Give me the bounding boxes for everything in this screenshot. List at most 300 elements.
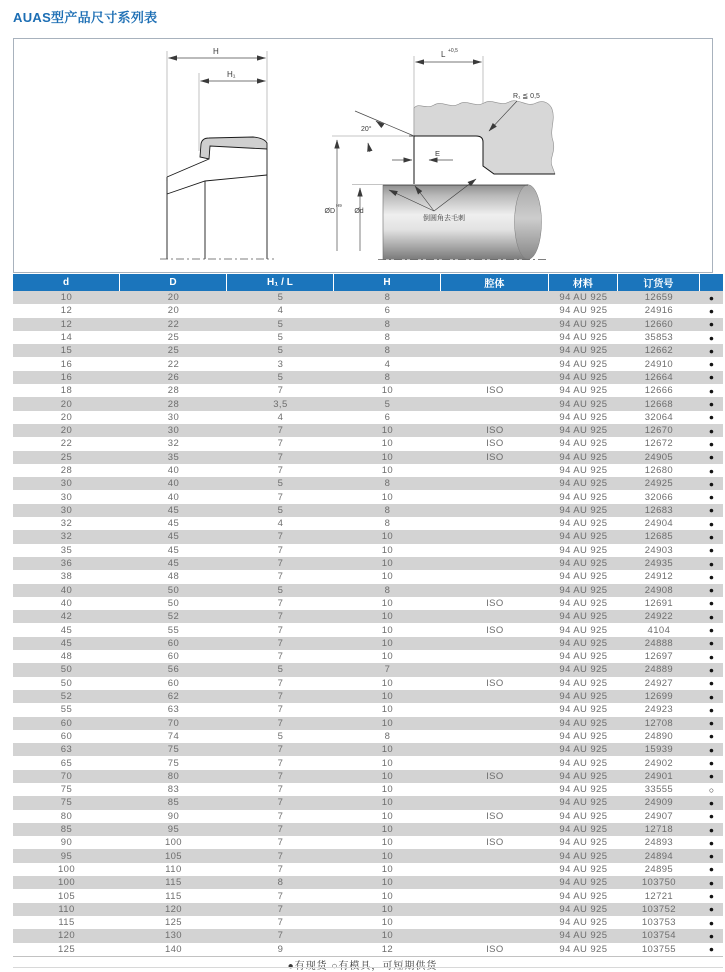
cell-availability: ● <box>708 359 714 370</box>
header-cell-h: H <box>334 274 441 291</box>
table-row <box>13 344 723 357</box>
cell-material: 94 AU 925 <box>559 930 608 942</box>
table-row <box>13 411 723 424</box>
cell-D: 60 <box>167 651 180 663</box>
cell-h: 10 <box>381 704 394 716</box>
cell-material: 94 AU 925 <box>559 611 608 623</box>
cell-cavity <box>441 703 549 716</box>
cell-availability: ● <box>708 505 714 516</box>
cell-cavity <box>441 916 549 929</box>
table-row <box>13 810 723 823</box>
cell-d: 70 <box>60 770 73 782</box>
cell-d: 95 <box>60 850 73 862</box>
table-row <box>13 597 723 610</box>
header-cell-order-no: 订货号 <box>618 274 700 291</box>
cell-D: 56 <box>167 664 180 676</box>
cell-h: 10 <box>381 571 394 583</box>
table-body <box>13 291 723 957</box>
cell-h1-l: 5 <box>277 292 284 304</box>
dim-l-label: L <box>441 50 446 59</box>
cell-d: 20 <box>60 411 73 423</box>
cell-material: 94 AU 925 <box>559 465 608 476</box>
cell-D: 48 <box>167 571 180 583</box>
cell-h: 10 <box>381 890 394 902</box>
cell-availability: ● <box>708 664 714 675</box>
cell-cavity <box>441 477 549 490</box>
cell-h: 10 <box>381 850 394 862</box>
cell-availability: ● <box>708 891 714 901</box>
cell-material: 94 AU 925 <box>559 624 608 636</box>
cell-availability: ● <box>708 399 714 410</box>
cell-availability: ● <box>708 904 714 915</box>
table-row <box>13 823 723 836</box>
cell-cavity: ISO <box>486 837 504 849</box>
cell-availability: ● <box>708 718 714 729</box>
cell-h1-l: 7 <box>277 691 284 703</box>
cell-D: 110 <box>165 863 182 875</box>
cell-availability: ● <box>708 465 714 476</box>
cell-d: 40 <box>60 597 73 609</box>
cell-availability: ● <box>708 917 714 928</box>
cell-material: 94 AU 925 <box>559 504 608 516</box>
table-row <box>13 331 723 344</box>
cell-availability: ● <box>708 731 714 742</box>
cell-h: 10 <box>381 544 394 556</box>
cell-order-no: 12721 <box>644 890 674 902</box>
cell-material: 94 AU 925 <box>559 664 608 676</box>
cell-d: 14 <box>60 332 73 344</box>
cell-D: 40 <box>167 465 180 476</box>
cell-material: 94 AU 925 <box>559 863 608 875</box>
cell-h: 10 <box>381 624 394 636</box>
cell-order-no: 24894 <box>644 850 674 862</box>
cell-h1-l: 7 <box>277 930 284 942</box>
cell-order-no: 24922 <box>644 611 674 623</box>
cell-availability: ● <box>708 558 714 569</box>
table-row <box>13 517 723 530</box>
cell-material: 94 AU 925 <box>559 544 608 556</box>
cell-D: 140 <box>164 943 182 955</box>
table-row <box>13 304 723 317</box>
bore-dia-label: ØD <box>324 208 335 215</box>
cell-cavity <box>441 756 549 769</box>
table-row <box>13 916 723 929</box>
cell-availability: ● <box>708 824 714 835</box>
cell-D: 62 <box>167 691 180 703</box>
cell-order-no: 24912 <box>644 571 674 583</box>
cell-cavity <box>441 570 549 583</box>
cell-h: 10 <box>381 491 394 503</box>
cell-h1-l: 7 <box>277 597 284 609</box>
cell-D: 105 <box>164 850 182 862</box>
cell-order-no: 32064 <box>644 411 674 423</box>
cell-D: 52 <box>167 611 180 623</box>
cell-h: 10 <box>381 797 394 809</box>
cell-availability: ● <box>708 585 714 596</box>
cell-D: 30 <box>167 425 180 437</box>
cell-cavity <box>441 650 549 663</box>
cell-h1-l: 7 <box>277 824 284 836</box>
cell-order-no: 24925 <box>644 478 674 490</box>
cell-h1-l: 7 <box>277 784 284 796</box>
cell-availability: ● <box>708 864 714 875</box>
cell-cavity <box>441 557 549 570</box>
cell-material: 94 AU 925 <box>559 691 608 703</box>
cell-D: 83 <box>167 784 180 796</box>
cell-d: 18 <box>60 385 73 397</box>
cell-d: 32 <box>60 531 73 543</box>
cell-order-no: 15939 <box>644 744 674 756</box>
cell-D: 80 <box>167 770 180 782</box>
cell-h: 10 <box>381 717 394 729</box>
cell-cavity <box>441 517 549 530</box>
table-row <box>13 610 723 623</box>
cell-order-no: 12697 <box>644 651 674 663</box>
cell-material: 94 AU 925 <box>559 730 608 742</box>
cell-availability: ● <box>708 797 714 808</box>
cell-order-no: 24890 <box>644 730 674 742</box>
dimension-table <box>13 274 723 957</box>
cell-order-no: 103754 <box>641 930 676 942</box>
cell-cavity <box>441 371 549 384</box>
cell-h1-l: 7 <box>277 757 284 769</box>
installation-figure <box>325 48 556 260</box>
cell-h: 10 <box>381 770 394 782</box>
cell-order-no: 103752 <box>641 903 676 915</box>
table-row <box>13 291 723 304</box>
cell-D: 85 <box>167 797 180 809</box>
cell-D: 95 <box>167 824 180 836</box>
cell-availability: ● <box>708 545 714 556</box>
cell-h: 10 <box>381 863 394 875</box>
cell-material: 94 AU 925 <box>559 558 608 570</box>
cell-cavity <box>441 783 549 796</box>
cell-availability: ● <box>708 651 714 662</box>
table-row <box>13 903 723 916</box>
housing-shape <box>414 101 555 174</box>
cell-availability: ● <box>708 571 714 582</box>
cell-cavity: ISO <box>486 438 504 450</box>
cell-h1-l: 7 <box>277 571 284 583</box>
cell-h: 8 <box>384 584 391 596</box>
cell-availability: ● <box>708 385 714 396</box>
table-row <box>13 943 723 956</box>
cell-d: 15 <box>60 345 73 357</box>
cell-D: 50 <box>167 597 180 609</box>
cell-D: 40 <box>167 478 180 490</box>
cell-material: 94 AU 925 <box>559 837 608 849</box>
cell-material: 94 AU 925 <box>559 332 608 344</box>
cell-availability: ● <box>708 811 714 822</box>
cell-D: 74 <box>167 730 180 742</box>
cell-availability: ● <box>708 372 714 383</box>
chamfer-note-label: 倒圆角去毛刺 <box>423 215 465 222</box>
cell-material: 94 AU 925 <box>559 597 608 609</box>
cell-availability: ● <box>708 758 714 769</box>
cell-cavity <box>441 876 549 889</box>
header-cell-D: D <box>120 274 227 291</box>
cell-D: 115 <box>165 877 182 889</box>
table-row <box>13 876 723 889</box>
cell-h: 10 <box>381 744 394 756</box>
cell-h: 10 <box>381 824 394 836</box>
cell-h: 8 <box>384 730 391 742</box>
cell-material: 94 AU 925 <box>559 318 608 330</box>
cell-order-no: 12670 <box>644 425 674 437</box>
cell-availability: ○ <box>708 784 714 795</box>
cell-d: 65 <box>60 757 73 769</box>
table-row <box>13 357 723 370</box>
cell-h1-l: 7 <box>277 704 284 716</box>
cell-d: 20 <box>60 398 73 410</box>
rod-dia-label: Ød <box>354 208 364 215</box>
cell-D: 75 <box>167 744 180 756</box>
cell-D: 20 <box>167 305 180 317</box>
table-row <box>13 836 723 849</box>
cell-D: 90 <box>167 810 180 822</box>
cell-h1-l: 7 <box>277 558 284 570</box>
cell-cavity <box>441 849 549 862</box>
cell-material: 94 AU 925 <box>559 770 608 782</box>
cell-availability: ● <box>708 531 714 542</box>
cell-material: 94 AU 925 <box>559 943 608 955</box>
cell-order-no: 12666 <box>644 385 674 397</box>
dim-e-label: E <box>435 149 441 158</box>
cell-h1-l: 5 <box>277 318 284 330</box>
cell-h: 10 <box>381 837 394 849</box>
table-row <box>13 437 723 450</box>
cell-material: 94 AU 925 <box>559 651 608 663</box>
cell-material: 94 AU 925 <box>559 677 608 689</box>
table-row <box>13 690 723 703</box>
cell-h1-l: 7 <box>277 770 284 782</box>
cell-cavity <box>441 504 549 517</box>
cell-D: 45 <box>167 531 180 543</box>
cell-cavity: ISO <box>486 810 504 822</box>
cell-d: 12 <box>60 305 73 317</box>
cell-d: 80 <box>60 810 73 822</box>
cell-order-no: 12659 <box>644 292 674 304</box>
cell-h: 7 <box>384 664 391 676</box>
cell-order-no: 24888 <box>644 637 674 649</box>
cell-D: 28 <box>167 398 180 410</box>
cell-d: 85 <box>60 824 73 836</box>
cell-h: 10 <box>381 677 394 689</box>
cell-order-no: 12660 <box>644 318 674 330</box>
cell-order-no: 33555 <box>644 784 674 796</box>
cell-h1-l: 3,5 <box>273 398 288 410</box>
cell-h1-l: 5 <box>277 478 284 490</box>
cell-availability: ● <box>708 518 714 529</box>
cell-availability: ● <box>708 478 714 489</box>
cell-h: 5 <box>384 398 391 410</box>
cell-order-no: 24916 <box>644 305 674 317</box>
cell-material: 94 AU 925 <box>559 451 608 463</box>
cell-order-no: 24902 <box>644 757 674 769</box>
cell-order-no: 12718 <box>644 824 674 836</box>
cell-D: 26 <box>167 371 180 383</box>
cell-h: 10 <box>381 877 394 889</box>
cell-h1-l: 7 <box>277 611 284 623</box>
cell-h1-l: 3 <box>277 358 284 370</box>
table-row <box>13 530 723 543</box>
cell-order-no: 24901 <box>644 770 674 782</box>
cell-cavity <box>441 530 549 543</box>
cell-availability: ● <box>708 744 714 755</box>
cell-D: 20 <box>167 292 180 304</box>
cell-order-no: 103750 <box>641 877 676 889</box>
cell-h1-l: 5 <box>277 332 284 344</box>
cell-h1-l: 7 <box>277 744 284 756</box>
cell-D: 40 <box>167 491 180 503</box>
cell-availability: ● <box>708 438 714 449</box>
cell-material: 94 AU 925 <box>559 757 608 769</box>
cell-material: 94 AU 925 <box>559 903 608 915</box>
cell-D: 115 <box>165 890 182 902</box>
cell-cavity <box>441 544 549 557</box>
cell-material: 94 AU 925 <box>559 371 608 383</box>
cell-h: 10 <box>381 531 394 543</box>
cell-cavity <box>441 397 549 410</box>
table-row <box>13 717 723 730</box>
cell-material: 94 AU 925 <box>559 850 608 862</box>
cell-material: 94 AU 925 <box>559 425 608 437</box>
cell-h: 8 <box>384 332 391 344</box>
cell-h: 10 <box>381 611 394 623</box>
cell-d: 75 <box>60 784 73 796</box>
cell-availability: ● <box>708 345 714 356</box>
cell-h1-l: 7 <box>277 917 284 929</box>
header-cell-d: d <box>13 274 120 291</box>
cell-D: 25 <box>167 345 180 357</box>
cell-d: 52 <box>60 691 73 703</box>
cell-d: 45 <box>60 637 73 649</box>
cell-order-no: 24909 <box>644 797 674 809</box>
cell-material: 94 AU 925 <box>559 358 608 370</box>
cell-material: 94 AU 925 <box>559 438 608 450</box>
cell-d: 30 <box>60 478 73 490</box>
cell-d: 125 <box>57 943 76 955</box>
cell-h: 8 <box>384 371 391 383</box>
page-bottom-rule <box>13 967 723 968</box>
cell-material: 94 AU 925 <box>559 717 608 729</box>
cell-cavity <box>441 663 549 676</box>
cell-d: 42 <box>60 611 73 623</box>
rod-end-cap <box>515 185 542 260</box>
cell-d: 40 <box>60 584 73 596</box>
cell-material: 94 AU 925 <box>559 518 608 530</box>
cell-order-no: 12691 <box>644 597 674 609</box>
cell-d: 30 <box>60 504 73 516</box>
cell-d: 30 <box>60 491 73 503</box>
cell-availability: ● <box>708 598 714 609</box>
technical-drawing <box>14 39 712 272</box>
bore-tolerance-label: H9 <box>336 203 342 208</box>
cell-availability: ● <box>708 452 714 463</box>
table-row <box>13 650 723 663</box>
cell-order-no: 24904 <box>644 518 674 530</box>
cell-h: 10 <box>381 558 394 570</box>
table-row <box>13 783 723 796</box>
cell-h1-l: 5 <box>277 730 284 742</box>
cell-d: 48 <box>60 651 73 663</box>
table-row <box>13 849 723 862</box>
table-row <box>13 371 723 384</box>
cell-order-no: 24907 <box>644 810 674 822</box>
cell-cavity: ISO <box>486 943 504 955</box>
table-row <box>13 544 723 557</box>
cell-cavity <box>441 690 549 703</box>
cell-D: 22 <box>167 358 180 370</box>
cell-order-no: 24935 <box>644 558 674 570</box>
table-row <box>13 637 723 650</box>
cell-cavity: ISO <box>486 451 504 463</box>
cell-cavity: ISO <box>486 425 504 437</box>
cell-h1-l: 7 <box>277 491 284 503</box>
cell-cavity <box>441 863 549 876</box>
dim-l-tolerance: +0,5 <box>448 48 458 54</box>
cell-h: 10 <box>381 465 394 476</box>
cell-material: 94 AU 925 <box>559 491 608 503</box>
cell-h1-l: 7 <box>277 544 284 556</box>
cell-h1-l: 7 <box>277 637 284 649</box>
cell-material: 94 AU 925 <box>559 877 608 889</box>
cell-D: 130 <box>164 930 182 942</box>
cell-D: 25 <box>167 332 180 344</box>
cell-D: 120 <box>164 903 182 915</box>
cell-h1-l: 5 <box>277 504 284 516</box>
cell-cavity: ISO <box>486 624 504 636</box>
cell-order-no: 12668 <box>644 398 674 410</box>
table-row <box>13 384 723 397</box>
cell-D: 50 <box>167 584 180 596</box>
cell-h: 6 <box>384 305 391 317</box>
cell-availability: ● <box>708 492 714 503</box>
cell-availability: ● <box>708 877 714 888</box>
cell-d: 50 <box>60 677 73 689</box>
seal-section-figure <box>160 47 274 259</box>
table-row <box>13 504 723 517</box>
cell-order-no: 12708 <box>644 717 674 729</box>
cell-order-no: 32066 <box>644 491 674 503</box>
cell-cavity: ISO <box>486 677 504 689</box>
cell-h: 8 <box>384 345 391 357</box>
cell-cavity: ISO <box>486 770 504 782</box>
cell-cavity <box>441 357 549 370</box>
cell-h1-l: 7 <box>277 837 284 849</box>
cell-order-no: 24905 <box>644 451 674 463</box>
table-row <box>13 756 723 769</box>
cell-h: 8 <box>384 292 391 304</box>
cell-D: 35 <box>167 451 180 463</box>
cell-cavity <box>441 730 549 743</box>
cell-d: 16 <box>60 358 73 370</box>
cell-h1-l: 7 <box>277 438 284 450</box>
cell-cavity <box>441 929 549 942</box>
cell-d: 115 <box>58 917 75 929</box>
cell-h1-l: 7 <box>277 677 284 689</box>
cell-material: 94 AU 925 <box>559 584 608 596</box>
radius-note-label: R₁ ≦ 0,5 <box>513 93 540 100</box>
cell-D: 45 <box>167 544 180 556</box>
cell-material: 94 AU 925 <box>559 797 608 809</box>
cell-h1-l: 7 <box>277 531 284 543</box>
table-row <box>13 663 723 676</box>
cell-order-no: 12685 <box>644 531 674 543</box>
cell-D: 45 <box>167 504 180 516</box>
cell-cavity <box>441 889 549 902</box>
cell-cavity <box>441 584 549 597</box>
